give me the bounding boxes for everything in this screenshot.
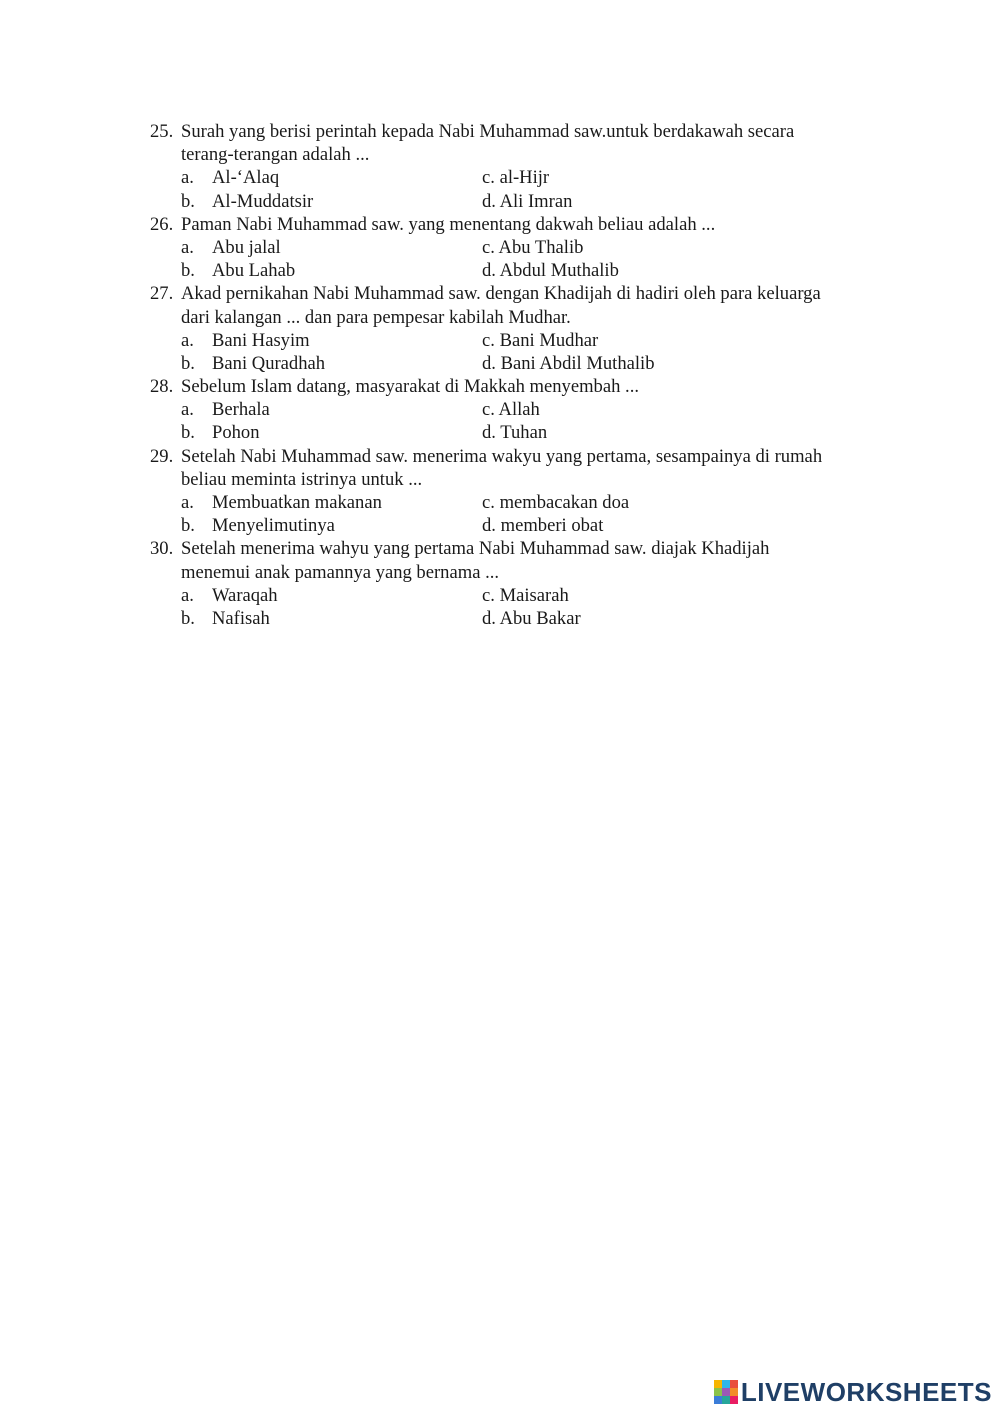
- logo-tile: [730, 1396, 738, 1404]
- logo-tile: [714, 1388, 722, 1396]
- question-number: 28.: [150, 376, 174, 398]
- option-text: Nafisah: [212, 607, 270, 629]
- worksheet-questions: [150, 120, 890, 630]
- question-line: [150, 445, 890, 468]
- option-c: [482, 236, 583, 259]
- question-line: [150, 120, 890, 143]
- question-line: [150, 282, 890, 305]
- options-row: [150, 491, 890, 514]
- options-row: [150, 584, 890, 607]
- option-text: Menyelimutinya: [212, 515, 335, 537]
- option-text: Abu jalal: [212, 236, 281, 258]
- option-d: [482, 514, 603, 537]
- option-letter: d.: [482, 607, 496, 629]
- option-letter: d.: [482, 260, 496, 282]
- option-text: Abdul Muthalib: [499, 260, 619, 282]
- question-text: Surah yang berisi perintah kepada Nabi Muhammad saw.untuk berdakawah secara: [181, 121, 795, 142]
- option-text: Maisarah: [499, 584, 569, 606]
- option-text: Allah: [498, 399, 540, 421]
- option-letter: d.: [482, 190, 496, 212]
- options-row: [150, 259, 890, 282]
- option-letter: b.: [181, 352, 195, 374]
- question-number: 30.: [150, 538, 174, 560]
- option-letter: c.: [482, 167, 495, 189]
- options-row: [150, 514, 890, 537]
- option-c: [482, 584, 569, 607]
- question-continuation-line: [150, 143, 890, 166]
- question-text: Setelah menerima wahyu yang pertama Nabi Muhammad saw. diajak Khadijah: [181, 538, 770, 560]
- option-d: [482, 352, 655, 375]
- option-text: Ali Imran: [499, 190, 573, 212]
- option-letter: d.: [482, 422, 496, 444]
- question-text: Akad pernikahan Nabi Muhammad saw. dengan Khadijah di hadiri oleh para keluarga: [181, 283, 821, 305]
- options-row: [150, 190, 890, 213]
- option-text: Waraqah: [212, 584, 278, 606]
- option-letter: b.: [181, 190, 195, 212]
- option-d: [482, 421, 547, 444]
- option-letter: a.: [181, 329, 194, 351]
- option-text: Abu Bakar: [499, 607, 581, 629]
- question-text: Paman Nabi Muhammad saw. yang menentang dakwah beliau adalah ...: [181, 213, 716, 235]
- question-text: beliau meminta istrinya untuk ...: [181, 468, 423, 490]
- option-letter: d.: [482, 352, 496, 374]
- logo-tile: [730, 1380, 738, 1388]
- option-letter: c.: [482, 399, 495, 421]
- option-letter: b.: [181, 260, 195, 282]
- question-text: menemui anak pamannya yang bernama ...: [181, 561, 500, 583]
- option-c: [482, 166, 549, 189]
- options-row: [150, 398, 890, 421]
- question-line: [150, 375, 890, 398]
- option-letter: b.: [181, 607, 195, 629]
- option-c: [482, 329, 598, 352]
- option-d: [482, 607, 581, 630]
- liveworksheets-logo: [714, 1377, 992, 1407]
- logo-tile: [722, 1380, 730, 1388]
- option-letter: a.: [181, 399, 194, 421]
- logo-tile: [714, 1380, 722, 1388]
- option-letter: a.: [181, 584, 194, 606]
- option-c: [482, 491, 629, 514]
- option-letter: c.: [482, 584, 495, 606]
- question-number: 26.: [150, 213, 174, 235]
- option-letter: a.: [181, 492, 194, 513]
- question-number: 27.: [150, 283, 174, 305]
- options-row: [150, 352, 890, 375]
- liveworksheets-logo-icon: [714, 1380, 738, 1404]
- option-text: Abu Lahab: [212, 260, 296, 282]
- option-letter: b.: [181, 515, 195, 537]
- option-text: membacakan doa: [499, 492, 630, 513]
- options-row: [150, 329, 890, 352]
- option-text: Pohon: [212, 422, 260, 444]
- question-continuation-line: [150, 306, 890, 329]
- option-text: Berhala: [212, 399, 270, 421]
- option-letter: a.: [181, 236, 194, 258]
- option-text: Bani Hasyim: [212, 329, 310, 351]
- question-line: [150, 537, 890, 560]
- question-number: 25.: [150, 121, 174, 142]
- question-line: [150, 213, 890, 236]
- option-d: [482, 259, 619, 282]
- option-letter: c.: [482, 329, 495, 351]
- option-letter: c.: [482, 236, 495, 258]
- question-text: Sebelum Islam datang, masyarakat di Makkah menyembah ...: [181, 376, 639, 398]
- option-text: Bani Abdil Muthalib: [500, 352, 655, 374]
- logo-tile: [722, 1388, 730, 1396]
- question-number: 29.: [150, 445, 174, 467]
- options-row: [150, 236, 890, 259]
- option-letter: a.: [181, 167, 194, 189]
- option-text: memberi obat: [500, 515, 604, 537]
- option-d: [482, 190, 572, 213]
- option-text: Al-‘Alaq: [212, 167, 280, 189]
- option-text: Tuhan: [500, 422, 548, 444]
- option-c: [482, 398, 540, 421]
- option-text: Al-Muddatsir: [212, 190, 314, 212]
- logo-tile: [714, 1396, 722, 1404]
- options-row: [150, 166, 890, 189]
- logo-text: LIVEWORKSHEETS: [740, 1376, 992, 1407]
- option-text: Membuatkan makanan: [212, 492, 382, 513]
- option-text: Bani Mudhar: [499, 329, 599, 351]
- logo-tile: [730, 1388, 738, 1396]
- option-text: al-Hijr: [499, 167, 550, 189]
- option-letter: d.: [482, 515, 496, 537]
- question-continuation-line: [150, 468, 890, 491]
- question-continuation-line: [150, 561, 890, 584]
- question-text: terang-terangan adalah ...: [181, 144, 370, 166]
- question-text: Setelah Nabi Muhammad saw. menerima wakyu yang pertama, sesampainya di rumah: [181, 445, 823, 467]
- option-letter: c.: [482, 492, 495, 513]
- option-text: Abu Thalib: [498, 236, 584, 258]
- options-row: [150, 421, 890, 444]
- question-text: dari kalangan ... dan para pempesar kabilah Mudhar.: [181, 306, 571, 328]
- option-text: Bani Quradhah: [212, 352, 326, 374]
- logo-tile: [722, 1396, 730, 1404]
- options-row: [150, 607, 890, 630]
- option-letter: b.: [181, 422, 195, 444]
